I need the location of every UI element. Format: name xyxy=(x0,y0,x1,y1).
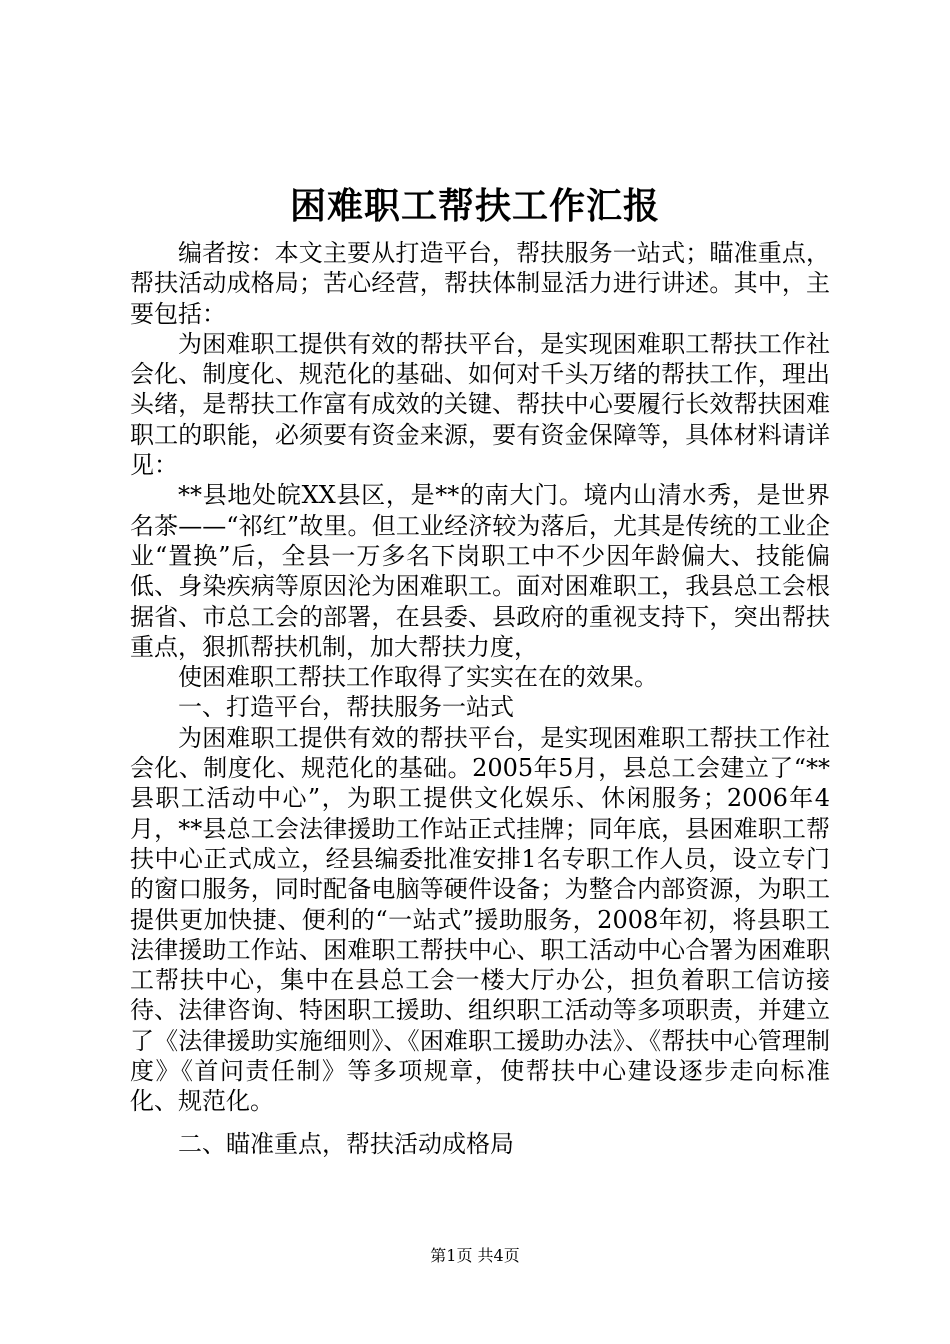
document-body xyxy=(130,238,830,1159)
paragraph-effect: 使困难职工帮扶工作取得了实实在在的效果。 xyxy=(178,663,658,692)
paragraph-county-background: **县地处皖XX县区，是**的南大门。境内山清水秀，是世界名茶——“祁红”故里。但工业经济较为落后，尤其是传统的工业企业“置换”后，全县一万多名下岗职工中不少因年龄偏大、技能偏低、身染疾病等原因沦为困难职工。面对困难职工，我县总工会根据省、市总工会的部署，在县委、县政府的重视支持下，突出帮扶重点，狠抓帮扶机制，加大帮扶力度， xyxy=(130,481,830,661)
section-heading-1: 一、打造平台，帮扶服务一站式 xyxy=(178,693,514,722)
page-footer: 第1页 共4页 xyxy=(430,1246,520,1265)
paragraph-intro: 为困难职工提供有效的帮扶平台，是实现困难职工帮扶工作社会化、制度化、规范化的基础、如何对千头万绪的帮扶工作，理出头绪，是帮扶工作富有成效的关键、帮扶中心要履行长效帮扶困难职工的职能，必须要有资金来源，要有资金保障等，具体材料请详见： xyxy=(130,329,830,480)
section-heading-2: 二、瞄准重点，帮扶活动成格局 xyxy=(178,1129,514,1158)
paragraph-editor-note: 编者按：本文主要从打造平台，帮扶服务一站式；瞄准重点，帮扶活动成格局；苦心经营，帮扶体制显活力进行讲述。其中，主要包括： xyxy=(130,239,830,328)
paragraph-platform: 为困难职工提供有效的帮扶平台，是实现困难职工帮扶工作社会化、制度化、规范化的基础。2005年5月，县总工会建立了“**县职工活动中心”，为职工提供文化娱乐、休闲服务；2006年4月，**县总工会法律援助工作站正式挂牌；同年底，县困难职工帮扶中心正式成立，经县编委批准安排1名专职工作人员，设立专门的窗口服务，同时配备电脑等硬件设备；为整合内部资源，为职工提供更加快捷、便利的“一站式”援助服务，2008年初，将县职工法律援助工作站、困难职工帮扶中心、职工活动中心合署为困难职工帮扶中心，集中在县总工会一楼大厅办公，担负着职工信访接待、法律咨询、特困职工援助、组织职工活动等多项职责，并建立了《法律援助实施细则》、《困难职工援助办法》、《帮扶中心管理制度》《首问责任制》等多项规章，使帮扶中心建设逐步走向标准化、规范化。 xyxy=(130,723,830,1116)
document-title: 困难职工帮扶工作汇报 xyxy=(289,185,660,227)
